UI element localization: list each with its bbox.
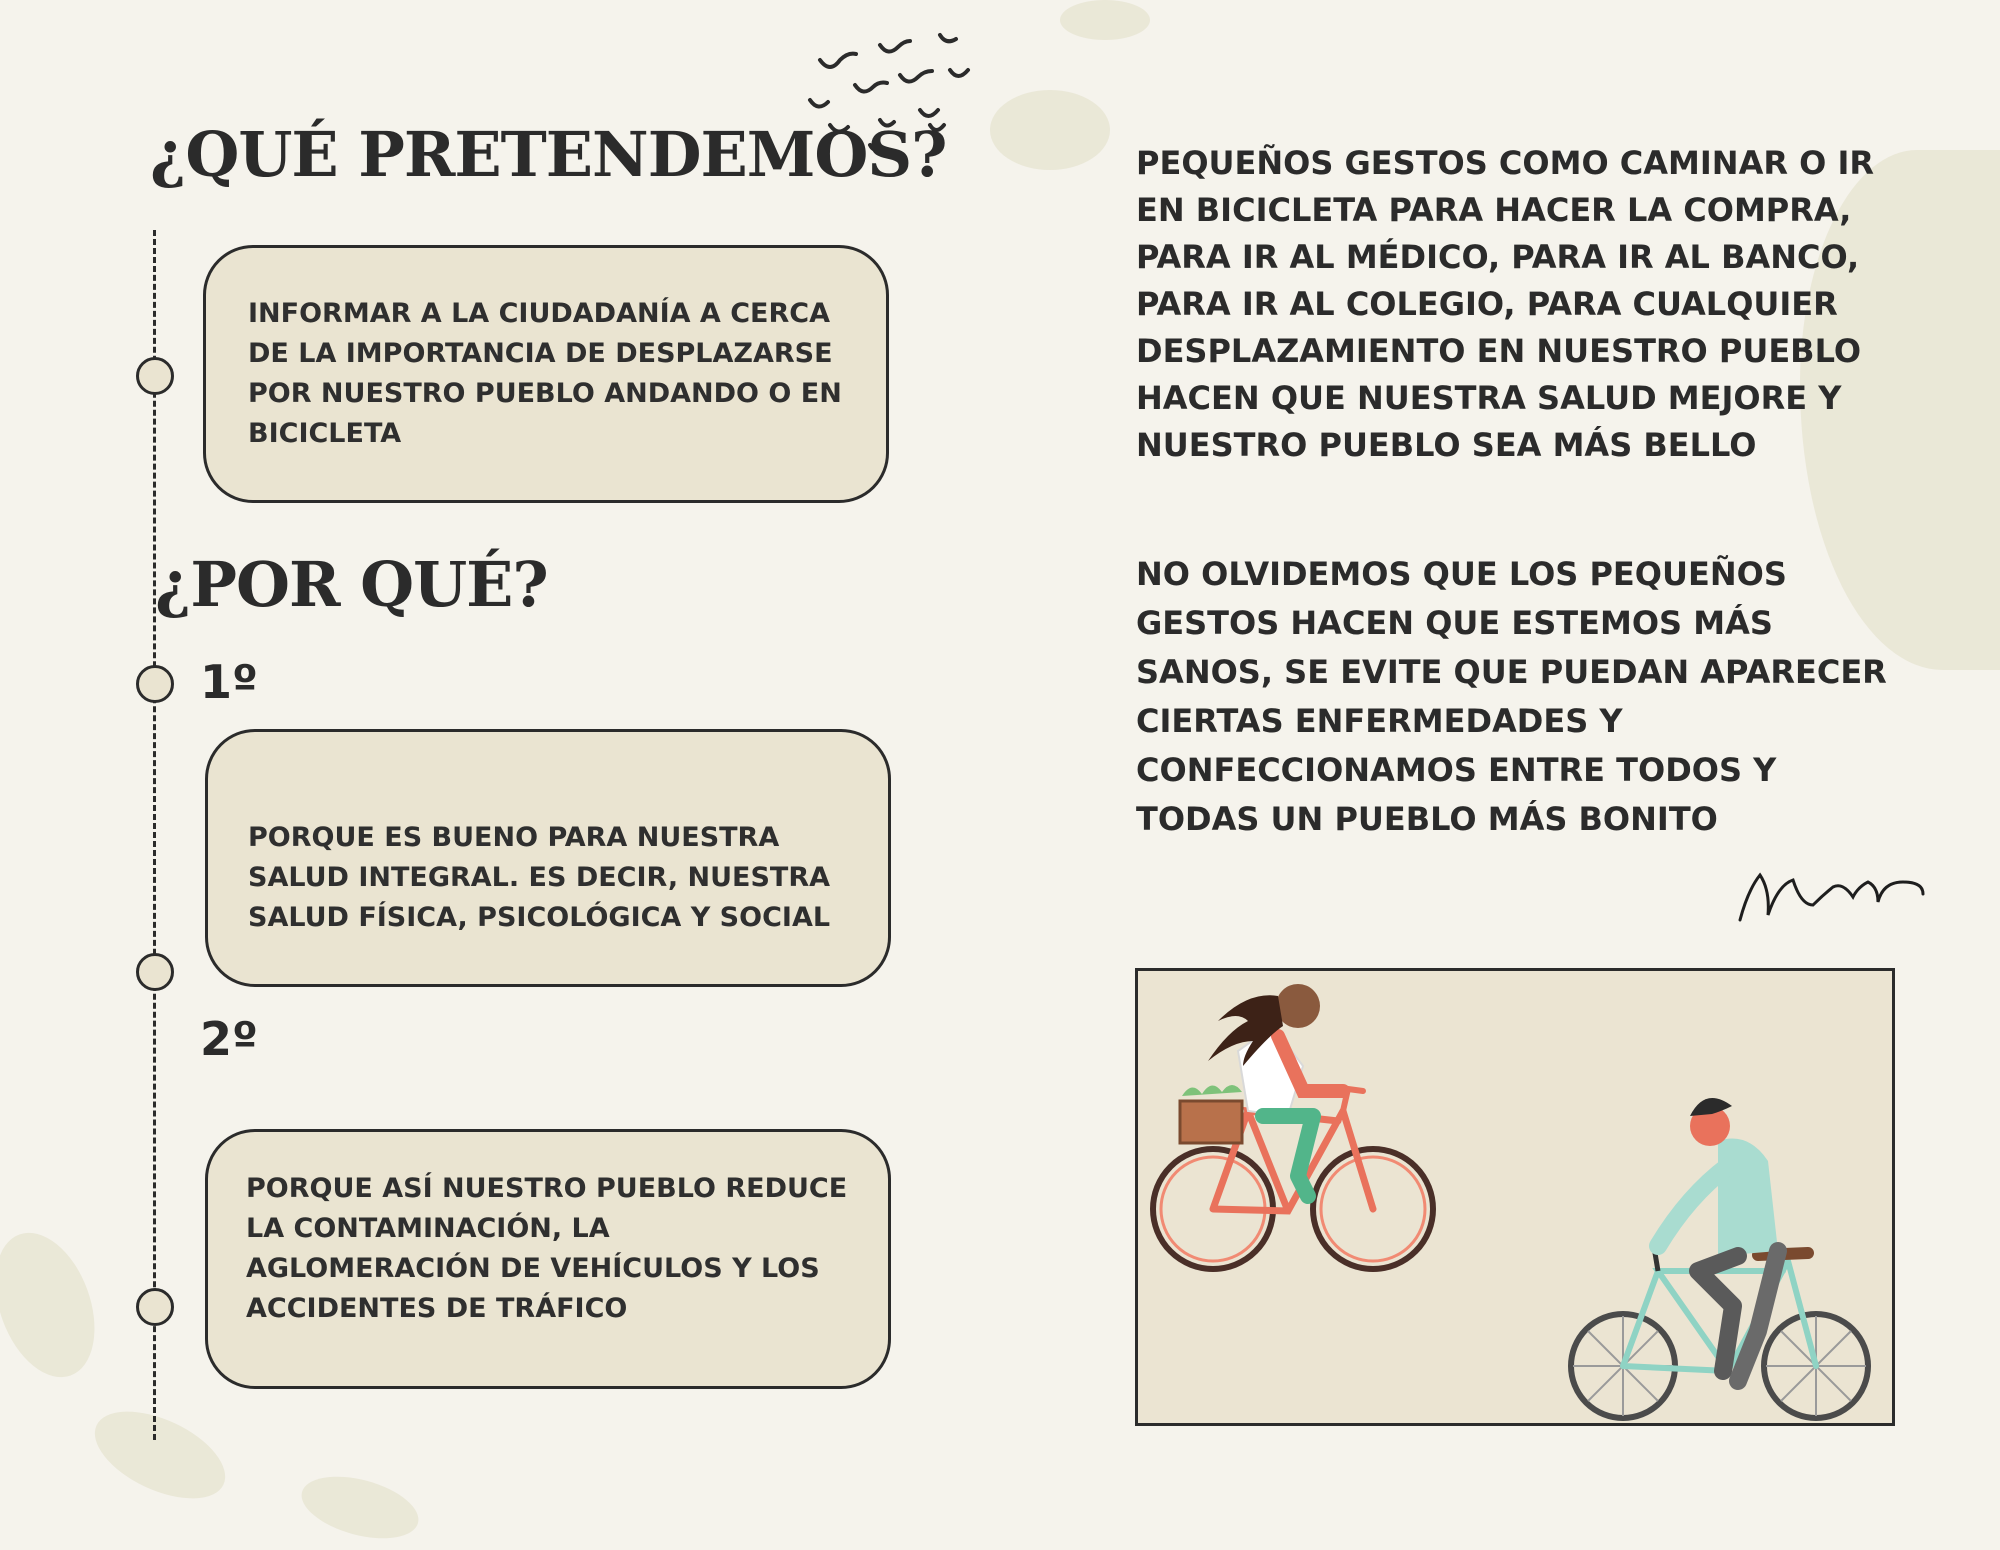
background-blob: [0, 1219, 113, 1391]
timeline-node: [136, 1288, 174, 1326]
reason-text-2: PORQUE ASÍ NUESTRO PUEBLO REDUCE LA CONTAMINACIÓN, LA AGLOMERACIÓN DE VEHÍCULOS Y LOS ACCIDENTES DE TRÁFICO: [246, 1173, 848, 1324]
background-blob: [295, 1465, 425, 1549]
timeline-line: [153, 230, 156, 1440]
reason-card-1: [205, 729, 891, 987]
woman-cyclist-icon: [1153, 984, 1433, 1269]
background-blob: [990, 90, 1110, 170]
paragraph-small-gestures: PEQUEÑOS GESTOS COMO CAMINAR O IR EN BICICLETA PARA HACER LA COMPRA, PARA IR AL MÉDICO, PARA IR AL BANCO, PARA IR AL COLEGIO, PARA CUALQUIER DESPLAZAMIENTO EN NUESTRO PUEBLO HACEN QUE NUESTRA SALUD MEJORE Y NUESTRO PUEBLO SEA MÁS BELLO: [1136, 144, 1875, 464]
cyclists-illustration: [1135, 968, 1895, 1426]
heading-que-pretendemos: ¿QUÉ PRETENDEMOS?: [150, 118, 947, 191]
reason-card-2: [205, 1129, 891, 1389]
timeline-node: [136, 953, 174, 991]
background-blob: [82, 1394, 238, 1517]
objective-card: [203, 245, 889, 503]
paragraph-dont-forget: NO OLVIDEMOS QUE LOS PEQUEÑOS GESTOS HACEN QUE ESTEMOS MÁS SANOS, SE EVITE QUE PUEDAN APARECER CIERTAS ENFERMEDADES Y CONFECCIONAMOS ENTRE TODOS Y TODAS UN PUEBLO MÁS BONITO: [1136, 555, 1887, 838]
background-blob: [1060, 0, 1150, 40]
reason-text-1: PORQUE ES BUENO PARA NUESTRA SALUD INTEGRAL. ES DECIR, NUESTRA SALUD FÍSICA, PSICOLÓGICA Y SOCIAL: [248, 822, 831, 933]
timeline-node: [136, 357, 174, 395]
timeline-node: [136, 665, 174, 703]
cyclists-drawing: [1138, 971, 1895, 1426]
objective-text: INFORMAR A LA CIUDADANÍA A CERCA DE LA IMPORTANCIA DE DESPLAZARSE POR NUESTRO PUEBLO ANDANDO O EN BICICLETA: [248, 298, 842, 449]
reason-number-2: 2º: [200, 1012, 258, 1066]
heading-por-que: ¿POR QUÉ?: [155, 548, 548, 621]
man-cyclist-icon: [1571, 1098, 1868, 1418]
reason-number-1: 1º: [200, 655, 258, 709]
scribble-doodle-icon: [1730, 860, 1960, 930]
